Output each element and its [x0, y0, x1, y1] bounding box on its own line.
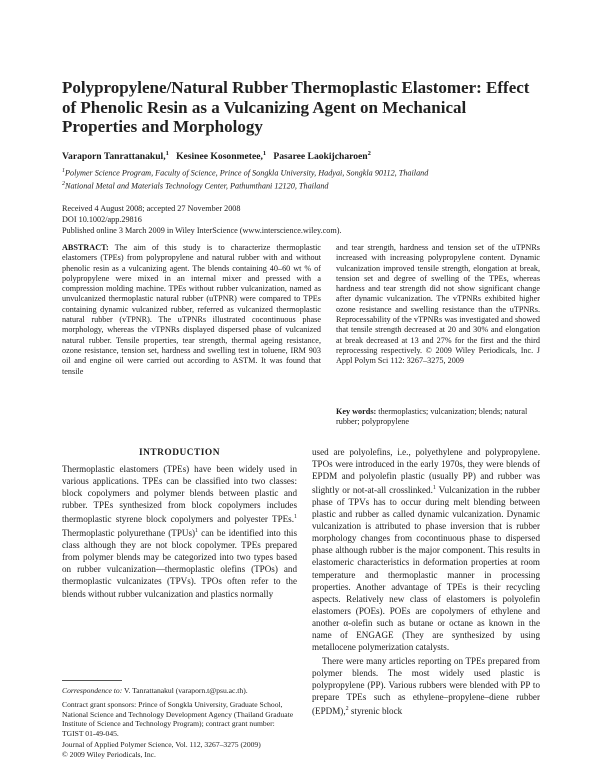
- abstract-label: ABSTRACT:: [62, 243, 109, 252]
- text-run: styrenic block: [348, 706, 403, 717]
- journal-citation: Journal of Applied Polymer Science, Vol. 112, 3267–3275 (2009): [62, 740, 261, 749]
- correspondence-note: [62, 686, 297, 696]
- published-online: Published online 3 March 2009 in Wiley InterScience (www.interscience.wiley.com).: [62, 225, 342, 235]
- body-column-left: [62, 463, 297, 600]
- author-name: Varaporn Tanrattanakul,: [62, 151, 166, 163]
- doi: DOI 10.1002/app.29816: [62, 214, 142, 224]
- author-name: Pasaree Laokijcharoen: [273, 151, 368, 163]
- grant-note: Contract grant sponsors: Prince of Songkla University, Graduate School, National Science and Technology Development Agency (Thailand Graduate Institute of Science and Technology Program); contract grant number: TGIST 01-49-045.: [62, 699, 294, 739]
- publication-dates: [62, 204, 542, 236]
- body-paragraph: [312, 446, 540, 653]
- text-run: can be identified into this class although they are not block copolymer. TPEs prepared from polymer blends may be categorized into two types based on rubber vulcanization—thermoplastic olefins (TPOs) and thermoplastic vulcanizates (TPVs). TPOs often refer to the blends without rubber vulcanization and plastics normally: [62, 528, 297, 599]
- footnote-rule: [62, 680, 122, 681]
- reference-mark: 2: [345, 706, 349, 713]
- affiliation-line: [62, 166, 542, 179]
- affiliation-mark: 2: [62, 180, 65, 187]
- journal-info: [62, 740, 297, 760]
- keywords-text: thermoplastics; vulcanization; blends; natural rubber; polypropylene: [336, 407, 528, 427]
- article-title: Polypropylene/Natural Rubber Thermoplastic Elastomer: Effect of Phenolic Resin as a Vulcanizing Agent on Mechanical Properties and Morphology: [62, 78, 530, 136]
- footnotes: [62, 686, 297, 739]
- correspondence-text: V. Tanrattanakul (varaporn.t@psu.ac.th).: [122, 686, 248, 695]
- abstract-right: and tear strength, hardness and tension set of the uTPNRs increased with increasing polypropylene content. Dynamic vulcanization improved tensile strength, elongation at break, tension set and degree of swelling of the TPEs, whereas hardness and tear strength did not show significant change after dynamic vulcanization. The vTPNRs exhibited higher ozone resistance and swelling resistance than the uTPNRs. Reprocessability of the vTPNRs was investigated and showed that tensile strength decreased at 20 and 30% and elongation at break decreased at 13 and 27% for the first and the third reprocessing respectively. © 2009 Wiley Periodicals, Inc. J Appl Polym Sci 112: 3267–3275, 2009: [336, 243, 540, 366]
- keywords-label: Key words:: [336, 407, 377, 416]
- body-column-right: [312, 446, 540, 717]
- text-run: used are polyolefins, i.e., polyethylene and polypropylene. TPOs were introduced in the early 1970s, they were blends of EPDM and polyolefin plastic (usually PP) and rubber was slightly or not-at-all crosslinked.: [312, 447, 540, 496]
- affiliation-mark: 1: [165, 150, 169, 157]
- affiliation-text: National Metal and Materials Technology Center, Pathumthani 12120, Thailand: [65, 181, 329, 191]
- author-name: Kesinee Kosonmetee,: [176, 151, 263, 163]
- text-run: Thermoplastic polyurethane (TPUs): [62, 528, 196, 539]
- received-date: Received 4 August 2008; accepted 27 November 2008: [62, 204, 241, 213]
- affiliation-line: [62, 179, 542, 192]
- reference-mark: 1: [432, 485, 436, 492]
- text-run: There were many articles reporting on TPEs prepared from polymer blends. The most widely used plastic is polypropylene (PP). Various rubbers were blended with PP to prepare TPEs such as ethylene–propylene–diene rubber (EPDM),: [312, 655, 540, 717]
- body-paragraph: [312, 655, 540, 717]
- affiliation-mark: 2: [367, 150, 371, 157]
- section-heading: INTRODUCTION: [138, 448, 220, 458]
- reference-mark: 1: [195, 528, 199, 535]
- text-run: Vulcanization in the rubber phase of TPVs has to occur during melt blending between plastic and rubber as called dynamic vulcanization. Dynamic vulcanization is attributed to phase inversion that is rubber morphology changes from cocontinuous phase to dispersed phase although rubber is the major component. This results in elastomeric characteristics in deformation properties at room temperature and thermoplastic manner in processing properties. Another advantage of TPEs is their recycling aspects. Relatively new class of elastomers is polyolefin elastomers (POEs). POEs are copolymers of ethylene and another α-olefin such as butane or octane as known in the name of ENGAGE (They are synthesized by using metallocene polymerization catalysts.: [312, 485, 540, 652]
- text-run: Thermoplastic elastomers (TPEs) have been widely used in various applications. TPEs can be classified into two classes: block copolymers and polymer blends between plastic and rubber. TPEs synthesized from block copolymers includes thermoplastic styrene block copolymers and polyester TPEs.: [62, 464, 297, 525]
- reference-mark: 1: [294, 514, 297, 521]
- affiliation-mark: 1: [262, 150, 267, 157]
- author-list: [62, 150, 542, 162]
- keywords: [336, 407, 540, 428]
- affiliation-mark: 1: [62, 168, 65, 174]
- intro-paragraph: [62, 463, 297, 600]
- abstract-text-left: The aim of this study is to characterize thermoplastic elastomers (TPEs) from polypropylene and natural rubber with and without phenolic resin as a vulcanizing agent. The blends containing 40–60 wt % of polypropylene were mixed in an internal mixer and pressed with a compression molding machine. TPEs without rubber vulcanization, named as unvulcanized thermoplastic natural rubber (uTPNR) were compared to TPEs containing dynamic vulcanized rubber, referred as vulcanized thermoplastic natural rubber (vTPNR). The uTPNRs illustrated cocontinuous phase morphology, whereas the vTPNRs displayed dispersed phase of vulcanized natural rubber. Tensile properties, tear strength, thermal ageing resistance, ozone resistance, tension set, hardness and swelling test in toluene, IRM 903 oil and engine oil were carried out according to ASTM. It was found that tensile: [62, 243, 322, 376]
- correspondence-label: Correspondence to:: [62, 686, 123, 695]
- affiliations: [62, 166, 542, 191]
- abstract-left: [62, 243, 321, 377]
- copyright: © 2009 Wiley Periodicals, Inc.: [62, 749, 156, 759]
- affiliation-text: Polymer Science Program, Faculty of Science, Prince of Songkla University, Hadyai, Songkla 90112, Thailand: [65, 168, 429, 178]
